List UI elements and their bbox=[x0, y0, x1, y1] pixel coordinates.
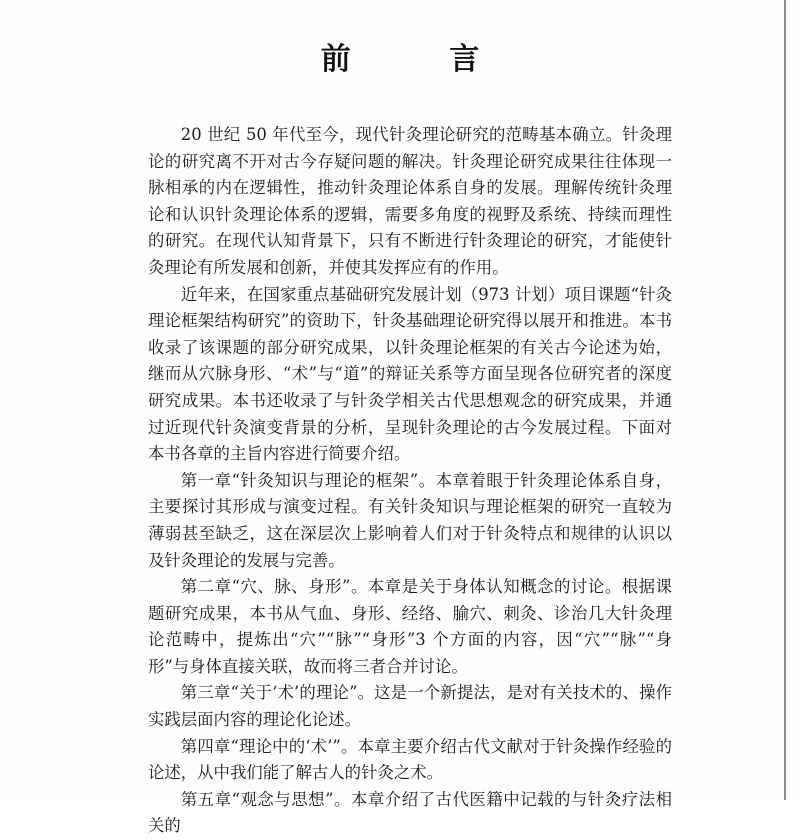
paragraph: 20 世纪 50 年代至今，现代针灸理论研究的范畴基本确立。针灸理论的研究离不开对古今存疑问题的解决。针灸理论研究成果往往体现一脉相承的内在逻辑性，推动针灸理论体系自身的发展。理解传统针灸理论和认识针灸理论体系的逻辑，需要多角度的视野及系统、持续而理性的研究。在现代认知背景下，只有不断进行针灸理论的研究，才能使针灸理论有所发展和创新，并使其发挥应有的作用。 bbox=[148, 125, 672, 277]
paragraph: 第四章“理论中的‘术’”。本章主要介绍古代文献对于针灸操作经验的论述，从中我们能了解古人的针灸之术。 bbox=[148, 736, 672, 783]
paragraph: 近年来，在国家重点基础研究发展计划（973 计划）项目课题“针灸理论框架结构研究”的资助下，针灸基础理论研究得以展开和推进。本书收录了该课题的部分研究成果，以针灸理论框架的有关古今论述为始，继而从穴脉身形、“术”与“道”的辩证关系等方面呈现各位研究者的深度研究成果。本书还收录了与针灸学相关古代思想观念的研究成果，并通过近现代针灸演变背景的分析，呈现针灸理论的古今发展过程。下面对本书各章的主旨内容进行简要介绍。 bbox=[148, 284, 672, 464]
paragraph: 第五章“观念与思想”。本章介绍了古代医籍中记载的与针灸疗法相关的 bbox=[148, 789, 672, 836]
paragraph: 第一章“针灸知识与理论的框架”。本章着眼于针灸理论体系自身，主要探讨其形成与演变过程。有关针灸知识与理论框架的研究一直较为薄弱甚至缺乏，这在深层次上影响着人们对于针灸特点和规律的认识以及针灸理论的发展与完善。 bbox=[148, 470, 672, 570]
page-title: 前 言 bbox=[320, 42, 524, 77]
paragraph: 第二章“穴、脉、身形”。本章是关于身体认知概念的讨论。根据课题研究成果，本书从气血、身形、经络、腧穴、刺灸、诊治几大针灸理论范畴中，提炼出“穴”“脉”“身形”3 个方面的内容，因“穴”“脉”“身形”与身体直接关联，故而将三者合并讨论。 bbox=[148, 577, 672, 676]
paragraph: 第三章“关于‘术’的理论”。这是一个新提法，是对有关技术的、操作实践层面内容的理论化论述。 bbox=[148, 683, 672, 730]
preface-body bbox=[148, 122, 672, 840]
page-edge-divider bbox=[784, 0, 786, 800]
